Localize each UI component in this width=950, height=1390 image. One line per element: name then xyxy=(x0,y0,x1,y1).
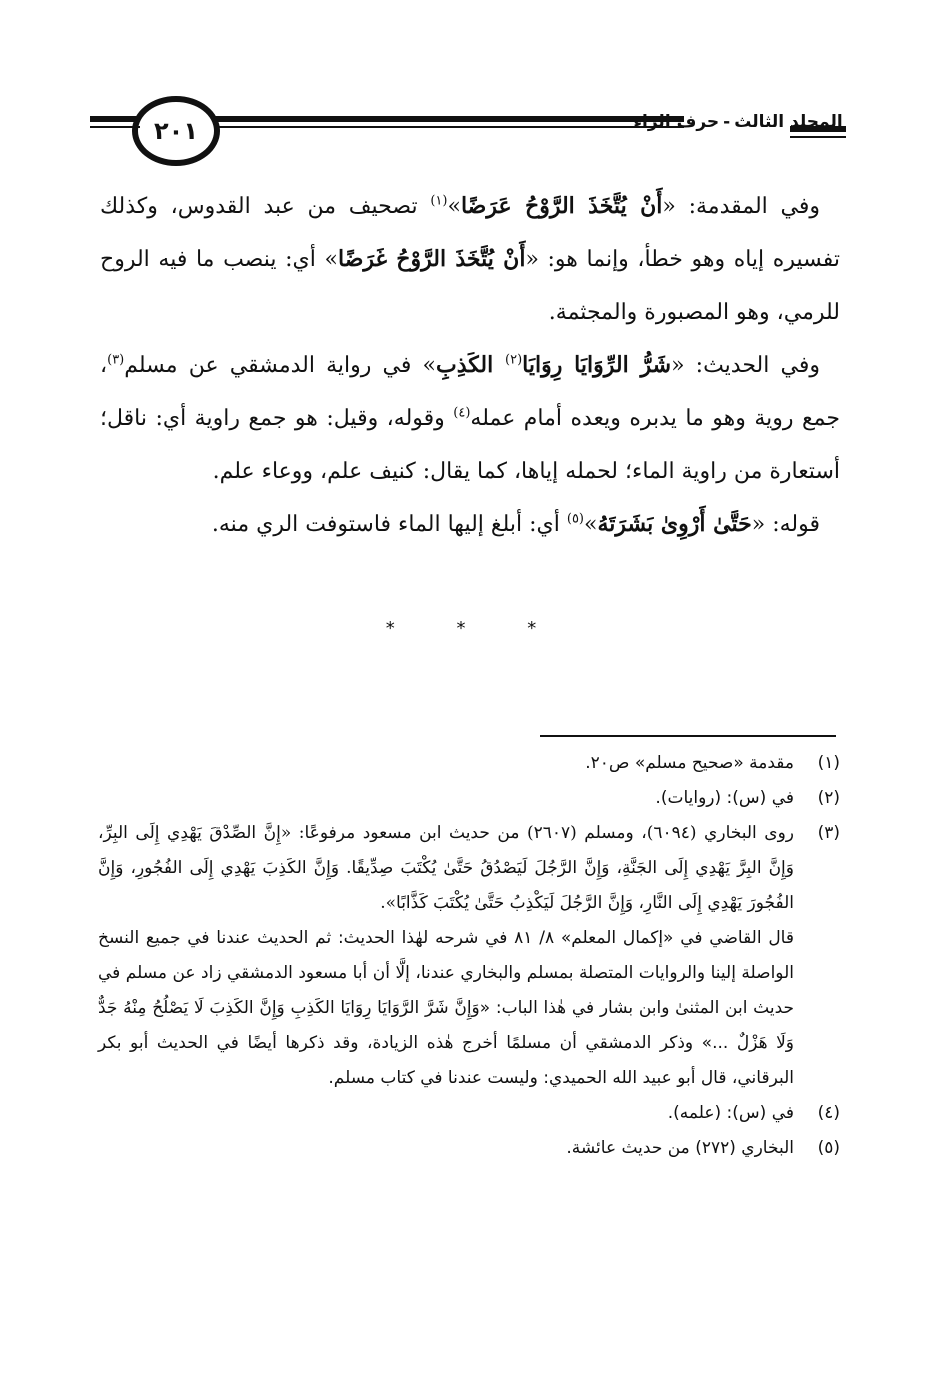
text-run: وفي المقدمة: « xyxy=(662,194,820,219)
footnote-text: في (س): (علمه). xyxy=(667,1103,794,1123)
text-run: تصحيف من عبد القدوس، وكذلك تفسيره إياه وهو خطأ، وإنما هو: « xyxy=(100,194,840,272)
paragraph xyxy=(100,498,840,551)
text-run: ، جمع روية وهو ما يدبره ويعده أمام عمله xyxy=(100,353,840,431)
footnote-number: (١) xyxy=(817,753,840,773)
header-rule xyxy=(214,126,684,128)
hadith-quote: شَرُّ الرِّوَايَا رِوَايَا xyxy=(522,352,672,378)
footnote-separator xyxy=(540,735,836,737)
footnotes xyxy=(98,746,840,1166)
text-run: قوله: « xyxy=(751,512,820,537)
head-separator: - xyxy=(723,112,731,132)
footnote-text: روى البخاري (٦٠٩٤)، ومسلم (٢٦٠٧) من حديث ابن مسعود مرفوعًا: «إِنَّ الصِّدْقَ يَهْدِي إِلَى البِرِّ، وَإِنَّ البِرَّ يَهْدِي إِلَى الجَنَّةِ، وَإِنَّ الرَّجُلَ لَيَصْدُقُ حَتَّىٰ يُكْتَبَ صِدِّيقًا. وَإِنَّ الكَذِبَ يَهْدِي إِلَى الفُجُورِ، وَإِنَّ الفُجُورَ يَهْدِي إِلَى النَّارِ، وَإِنَّ الرَّجُلَ لَيَكْذِبُ حَتَّىٰ يُكْتَبَ كَذَّابًا». xyxy=(98,823,795,913)
paragraph xyxy=(100,180,840,339)
footnote xyxy=(98,1096,840,1131)
text-run: » أي: ينصب ما فيه الروح للرمي، وهو المصبورة والمجثمة. xyxy=(100,247,840,325)
footnote-ref[interactable]: (٤) xyxy=(453,405,471,421)
header-rule xyxy=(790,136,846,138)
text-run: وفي الحديث: « xyxy=(671,353,820,378)
hadith-quote: حَتَّىٰ أَرْوِىٰ بَشَرَتَهُ xyxy=(597,511,752,537)
section-divider-stars: * * * xyxy=(385,618,565,639)
page-number: ٢٠١ xyxy=(132,96,220,166)
volume-title: المجلد الثالث xyxy=(734,112,843,132)
text-run: » في رواية الدمشقي عن مسلم xyxy=(124,353,436,378)
text-run: وقوله، وقيل: هو جمع راوية أي: ناقل؛ أستعارة من راوية الماء؛ لحمله إياها، كما يقال: كنيف علم، ووعاء علم. xyxy=(100,406,840,484)
footnote-ref[interactable]: (١) xyxy=(430,193,448,209)
paragraph xyxy=(100,339,840,498)
footnote-number: (٥) xyxy=(817,1138,840,1158)
footnote-text: في (س): (روايات). xyxy=(655,788,794,808)
footnote xyxy=(98,746,840,781)
footnote-continuation: قال القاضي في «إكمال المعلم» ٨/ ٨١ في شرحه لهٰذا الحديث: ثم الحديث عندنا في جميع النسخ الواصلة إلينا والروايات المتصلة بمسلم والبخاري عندنا، إلَّا أن أبا مسعود الدمشقي زاد عن مسلم في حديث ابن المثنىٰ وابن بشار في هٰذا الباب: «وَإِنَّ شَرَّ الرَّوَايَا رِوَايَا الكَذِبِ وَإِنَّ الكَذِبَ لَا يَصْلُحُ مِنْهُ جَدٌّ وَلَا هَزْلٌ ...» وذكر الدمشقي أن مسلمًا أخرج هٰذه الزيادة، وقد ذكرها أيضًا في الحديث أبو بكر البرقاني، قال أبو عبيد الله الحميدي: وليست عندنا في كتاب مسلم. xyxy=(98,928,794,1088)
footnote xyxy=(98,816,840,1096)
text-run: أي: أبلغ إليها الماء فاستوفت الري منه. xyxy=(211,512,567,537)
footnote-ref[interactable]: (٢) xyxy=(505,352,523,368)
footnote-text: البخاري (٢٧٢) من حديث عائشة. xyxy=(566,1138,794,1158)
chapter-title: حرف الراء xyxy=(633,112,720,132)
footnote-ref[interactable]: (٣) xyxy=(107,352,125,368)
header-rule xyxy=(214,116,684,122)
footnote-number: (٣) xyxy=(817,823,840,843)
footnote-number: (٢) xyxy=(817,788,840,808)
main-text xyxy=(100,180,840,551)
footnote xyxy=(98,1131,840,1166)
text-run: » xyxy=(584,512,598,537)
footnote xyxy=(98,781,840,816)
page-header xyxy=(90,96,850,176)
footnote-ref[interactable]: (٥) xyxy=(566,511,584,527)
footnote-text: مقدمة «صحيح مسلم» ص٢٠. xyxy=(585,753,794,773)
running-head xyxy=(633,112,843,132)
hadith-quote: الكَذِبِ xyxy=(436,352,506,378)
footnote-body xyxy=(98,816,794,1096)
hadith-quote: أَنْ يُتَّخَذَ الرَّوْحُ غَرَضًا xyxy=(337,246,526,272)
footnote-number: (٤) xyxy=(817,1103,840,1123)
text-run: » xyxy=(447,194,461,219)
hadith-quote: أَنْ يُتَّخَذَ الرَّوْحُ عَرَضًا xyxy=(460,193,663,219)
